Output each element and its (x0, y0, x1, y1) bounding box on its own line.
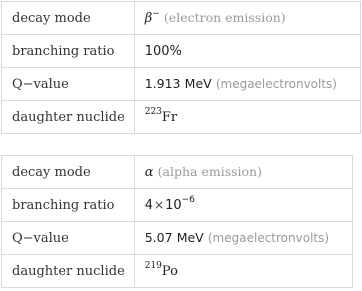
branching-mantissa: 4 (144, 197, 153, 213)
element-symbol: Po (161, 263, 178, 279)
table-row-branching-ratio (2, 35, 361, 68)
row-label: decay mode (2, 2, 135, 35)
table-row-branching-ratio (2, 189, 353, 222)
branching-ratio-value (134, 189, 352, 222)
decay-mode-value (134, 2, 360, 35)
times-sign: × (154, 197, 165, 212)
branching-base: 10 (165, 197, 182, 213)
table-row-decay-mode (2, 156, 353, 189)
branching-ratio-value: 100% (134, 35, 360, 68)
row-label: branching ratio (2, 35, 135, 68)
decay-symbol-charge: − (152, 8, 160, 19)
q-value-cell (134, 222, 352, 255)
row-label: daughter nuclide (2, 255, 135, 288)
decay-mode-note: (electron emission) (163, 10, 286, 25)
row-label: branching ratio (2, 189, 135, 222)
decay-table-beta (1, 1, 361, 134)
q-value-note: (megaelectronvolts) (207, 231, 330, 245)
table-row-q-value (2, 222, 353, 255)
table-row-decay-mode (2, 2, 361, 35)
branching-exponent: −6 (181, 195, 195, 206)
decay-table-alpha (1, 155, 353, 288)
q-value-number: 1.913 (144, 76, 181, 91)
q-value-number: 5.07 (144, 230, 173, 245)
mass-number: 223 (144, 107, 162, 118)
table-row-q-value (2, 68, 361, 101)
daughter-nuclide-value (134, 255, 352, 288)
decay-mode-value (134, 156, 352, 189)
table-row-daughter-nuclide (2, 101, 361, 134)
decay-mode-note: (alpha emission) (157, 164, 262, 179)
table-row-daughter-nuclide (2, 255, 353, 288)
mass-number: 219 (144, 261, 162, 272)
q-value-unit: MeV (184, 76, 212, 91)
row-label: decay mode (2, 156, 135, 189)
row-label: Q−value (2, 68, 135, 101)
row-label: daughter nuclide (2, 101, 135, 134)
q-value-cell (134, 68, 360, 101)
decay-symbol: β (144, 11, 153, 26)
row-label: Q−value (2, 222, 135, 255)
q-value-note: (megaelectronvolts) (215, 77, 337, 91)
q-value-unit: MeV (176, 230, 204, 245)
element-symbol: Fr (161, 109, 178, 125)
daughter-nuclide-value (134, 101, 360, 134)
decay-symbol: α (144, 165, 154, 180)
